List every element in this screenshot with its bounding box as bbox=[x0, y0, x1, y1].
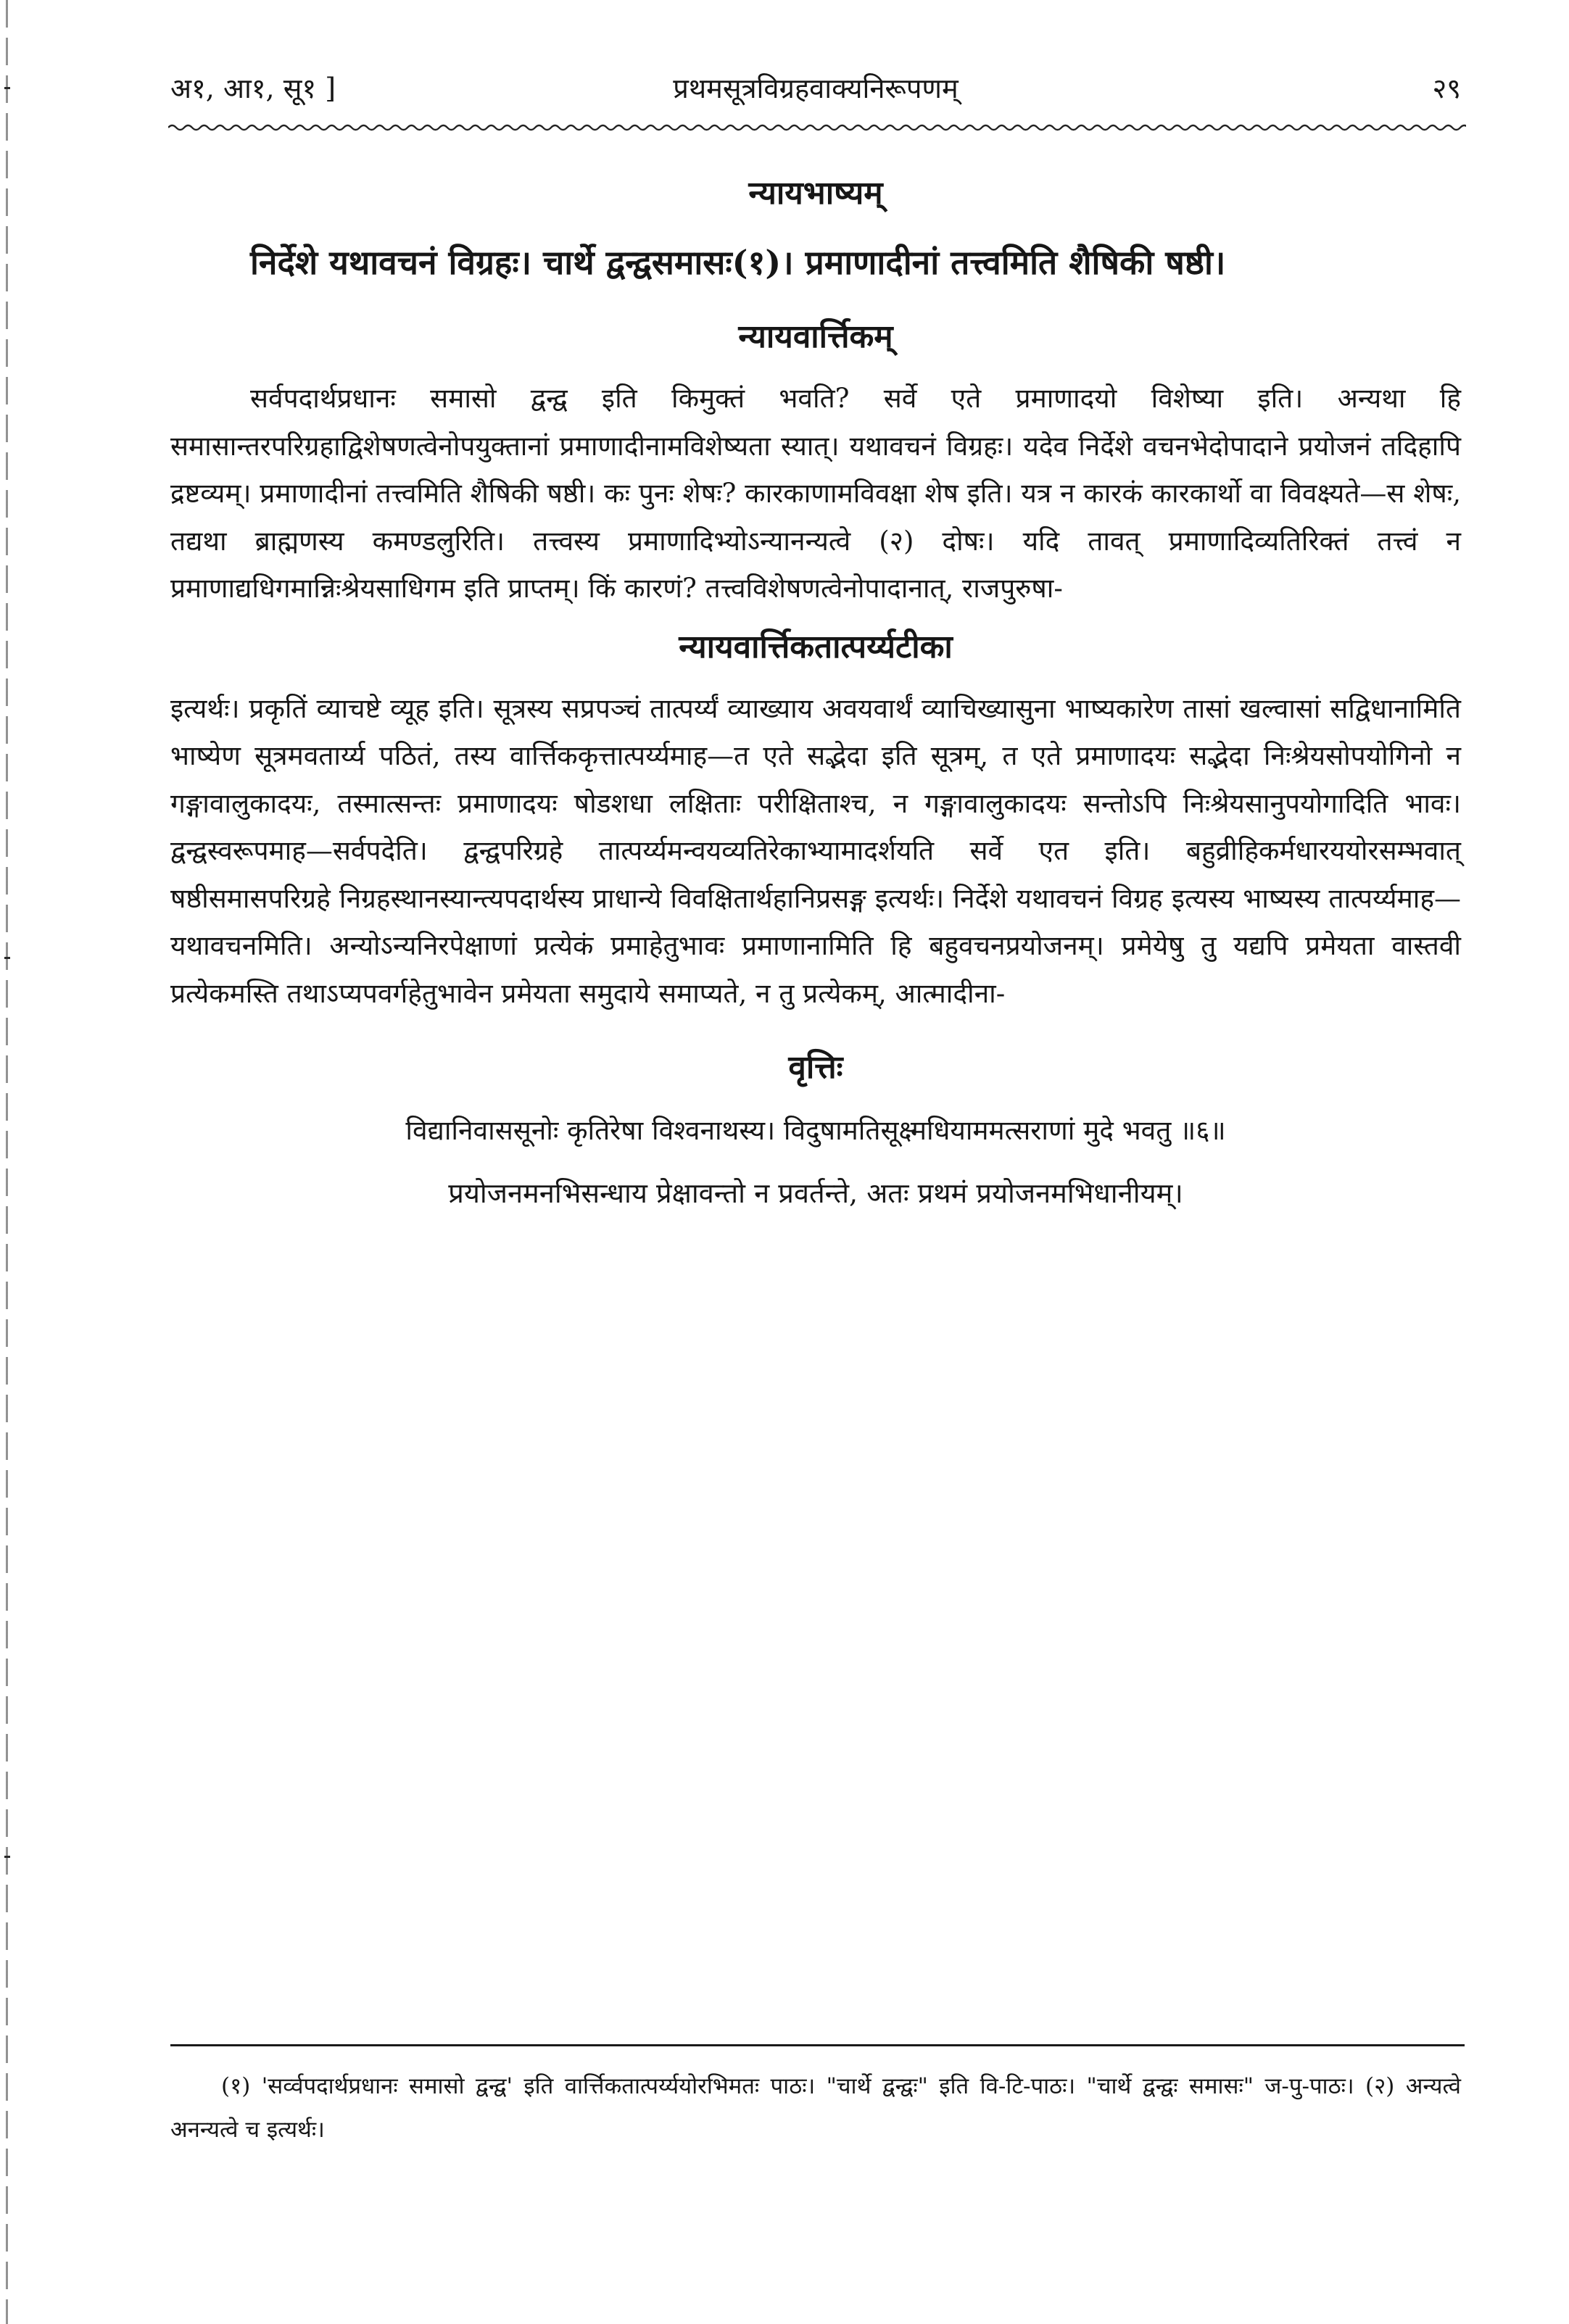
footnotes bbox=[170, 2064, 1461, 2151]
bhashya-text: निर्देशे यथावचनं विग्रहः। चार्थे द्वन्द्वसमासः(१)। प्रमाणादीनां तत्त्वमिति शैषिकी षष्ठी। bbox=[250, 243, 1226, 282]
page-number: २९ bbox=[1432, 72, 1461, 104]
chapter-reference: अ१, आ१, सू१ ] bbox=[170, 72, 336, 104]
page-binding-edge bbox=[6, 0, 8, 2324]
footnote-separator bbox=[170, 2044, 1465, 2046]
vritti-verse: विद्यानिवाससूनोः कृतिरेषा विश्वनाथस्य। विदुषामतिसूक्ष्मधियाममत्सराणां मुदे भवतु ॥६॥ bbox=[405, 1115, 1226, 1146]
tika-text: इत्यर्थः। प्रकृतिं व्याचष्टे व्यूह इति। सूत्रस्य सप्रपञ्चं तात्पर्य्यं व्याख्याय अवयवार्थं व्याचिख्यासुना भाष्यकारेण तासां खल्वासां सद्विधानामिति भाष्येण सूत्रमवतार्य्य पठितं, तस्य वार्त्तिककृत्तात्पर्य्यमाह—त एते सद्भेदा इति सूत्रम्, त एते प्रमाणादयः सद्भेदा निःश्रेयसोपयोगिनो न गङ्गावालुकादयः, तस्मात्सन्तः प्रमाणादयः षोडशधा लक्षिताः परीक्षिताश्च, न गङ्गावालुकादयः सन्तोऽपि निःश्रेयसानुपयोगादिति भावः। द्वन्द्वस्वरूपमाह—सर्वपदेति। द्वन्द्वपरिग्रहे तात्पर्य्यमन्वयव्यतिरेकाभ्यामादर्शयति सर्वे एत इति। बहुव्रीहिकर्मधारययोरसम्भवात् षष्ठीसमासपरिग्रहे निग्रहस्थानस्यान्त्यपदार्थस्य प्राधान्ये विवक्षितार्थहानिप्रसङ्ग इत्यर्थः। निर्देशे यथावचनं विग्रह इत्यस्य भाष्यस्य तात्पर्य्यमाह—यथावचनमिति। अन्योऽन्यनिरपेक्षाणां प्रत्येकं प्रमाहेतुभावः प्रमाणानामिति हि बहुवचनप्रयोजनम्। प्रमेयेषु तु यद्यपि प्रमेयता वास्तवी प्रत्येकमस्ति तथाऽप्यपवर्गहेतुभावेन प्रमेयता समुदाये समाप्यते, न तु प्रत्येकम्, आत्मादीना- bbox=[170, 692, 1461, 1009]
section-heading-bhashya: न्यायभाष्यम् bbox=[748, 175, 883, 212]
section-heading-tika: न्यायवार्त्तिकतात्पर्य्यटीका bbox=[679, 628, 953, 665]
section-heading-vartika: न्यायवार्त्तिकम् bbox=[738, 318, 893, 355]
edge-tick bbox=[4, 87, 10, 89]
vritti-prose: प्रयोजनमनभिसन्धाय प्रेक्षावन्तो न प्रवर्तन्ते, अतः प्रथमं प्रयोजनमभिधानीयम्। bbox=[448, 1177, 1183, 1209]
wavy-header-rule bbox=[168, 122, 1466, 133]
tatparya-tika-section bbox=[170, 624, 1461, 1018]
vritti-section bbox=[170, 1045, 1461, 1219]
section-heading-vritti: वृत्तिः bbox=[788, 1049, 843, 1086]
running-title: प्रथमसूत्रविग्रहवाक्यनिरूपणम् bbox=[673, 72, 959, 104]
edge-tick bbox=[4, 1856, 10, 1858]
footnote-text: (१) 'सर्व्वपदार्थप्रधानः समासो द्वन्द्व' इति वार्त्तिकतात्पर्य्ययोरभिमतः पाठः। "चार्थे द्वन्द्वः" इति वि-टि-पाठः। "चार्थे द्वन्द्वः समासः" ज-पु-पाठः। (२) अन्यत्वे अनन्यत्वे च इत्यर्थः। bbox=[170, 2073, 1461, 2143]
nyaya-vartika-section bbox=[170, 314, 1461, 613]
running-head bbox=[170, 67, 1461, 110]
nyaya-bhashya-section bbox=[170, 170, 1461, 294]
page-body bbox=[170, 170, 1461, 1219]
vartika-text: सर्वपदार्थप्रधानः समासो द्वन्द्व इति किमुक्तं भवति? सर्वे एते प्रमाणादयो विशेष्या इति। अन्यथा हि समासान्तरपरिग्रहाद्विशेषणत्वेनोपयुक्तानां प्रमाणादीनामविशेष्यता स्यात्। यथावचनं विग्रहः। यदेव निर्देशे वचनभेदोपादाने प्रयोजनं तदिहापि द्रष्टव्यम्। प्रमाणादीनां तत्त्वमिति शैषिकी षष्ठी। कः पुनः शेषः? कारकाणामविवक्षा शेष इति। यत्र न कारकं कारकार्थो वा विवक्ष्यते—स शेषः, तद्यथा ब्राह्मणस्य कमण्डलुरिति। तत्त्वस्य प्रमाणादिभ्योऽन्यानन्यत्वे (२) दोषः। यदि तावत् प्रमाणादिव्यतिरिक्तं तत्त्वं न प्रमाणाद्यधिगमान्निःश्रेयसाधिगम इति प्राप्तम्। किं कारणं? तत्त्वविशेषणत्वेनोपादानात्, राजपुरुषा- bbox=[170, 383, 1461, 604]
edge-tick bbox=[4, 957, 10, 959]
